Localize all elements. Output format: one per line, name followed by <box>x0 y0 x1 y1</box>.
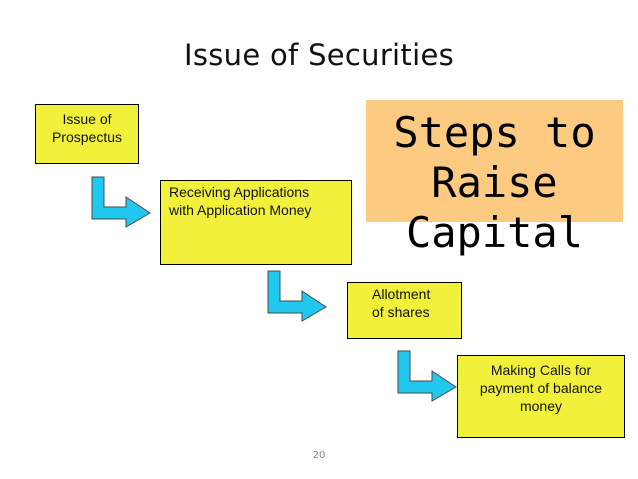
caption-text: Steps to Raise Capital <box>393 108 596 257</box>
bent-arrow-icon <box>396 349 458 403</box>
bent-arrow-icon <box>266 269 328 323</box>
bent-arrow-icon <box>90 175 152 229</box>
step-allotment-of-shares: Allotment of shares <box>347 282 462 339</box>
step-receiving-applications: Receiving Applications with Application Money <box>160 180 352 265</box>
slide-title: Issue of Securities <box>183 38 454 72</box>
step-making-calls: Making Calls for payment of balance money <box>457 355 625 438</box>
step-issue-of-prospectus: Issue of Prospectus <box>35 104 139 164</box>
page-number: 20 <box>312 450 326 461</box>
